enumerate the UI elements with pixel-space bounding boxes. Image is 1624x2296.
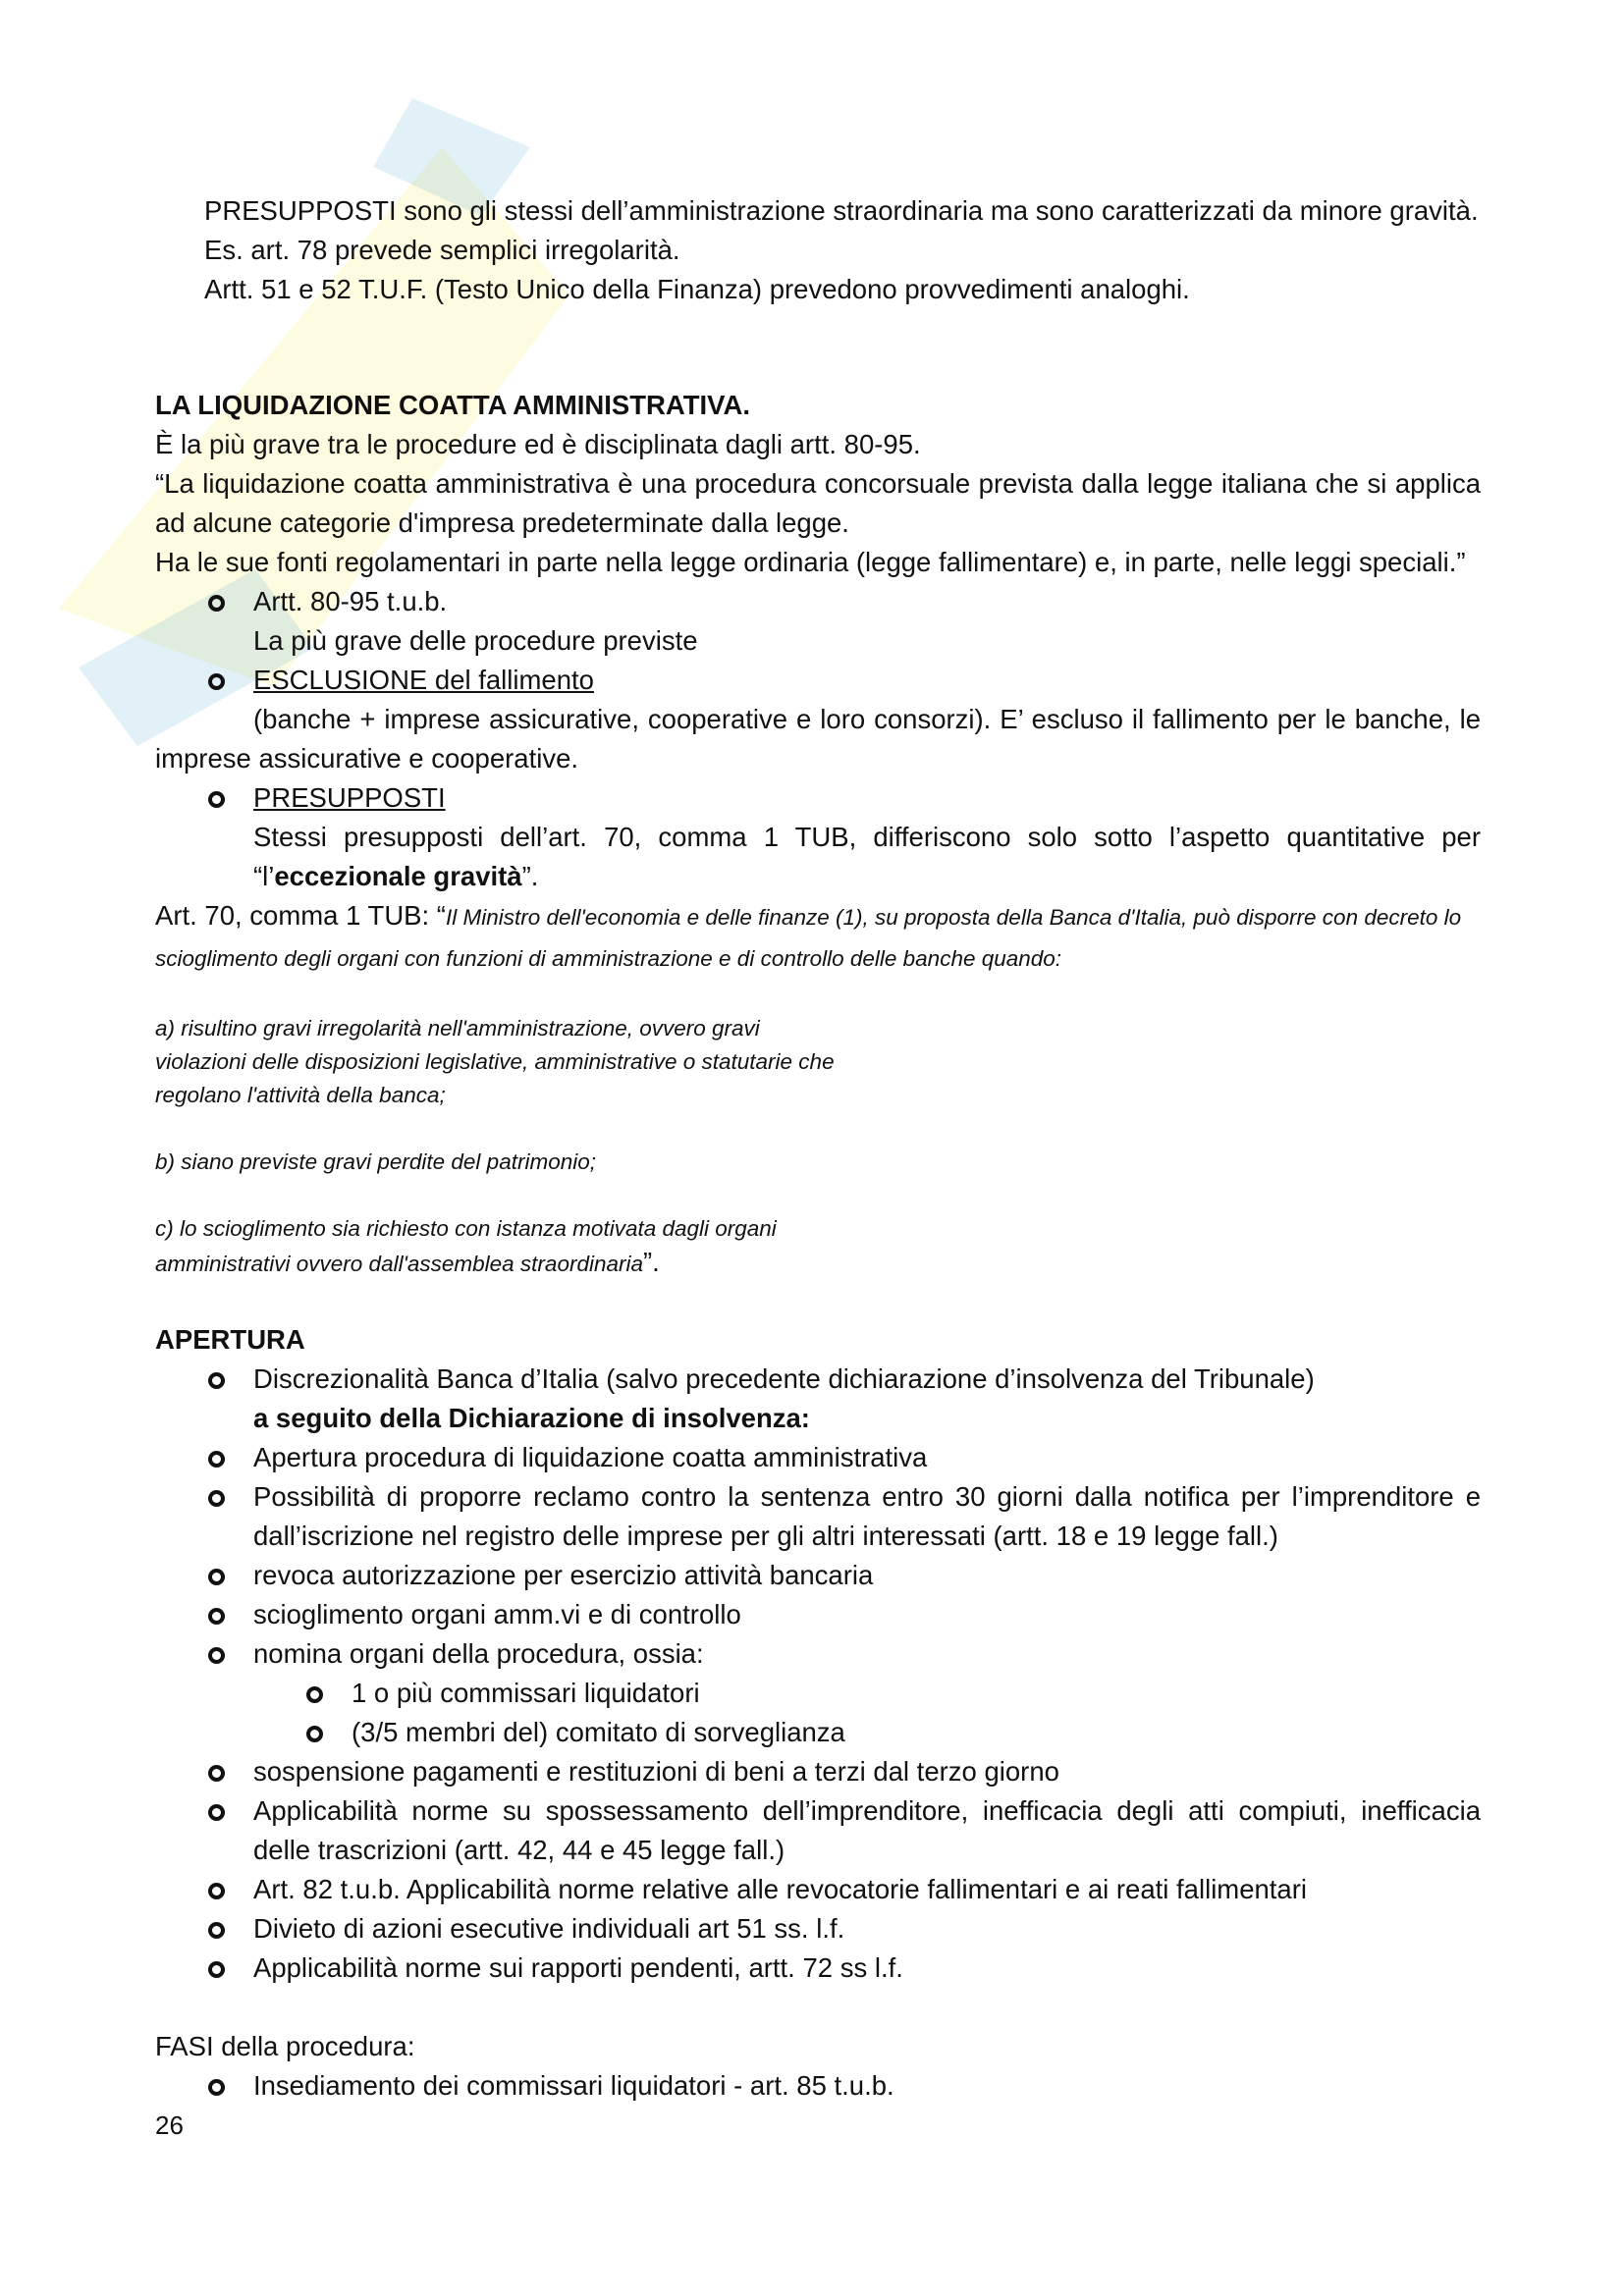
intro-line: Es. art. 78 prevede semplici irregolarità. (204, 235, 680, 265)
bullet-item: Artt. 80-95 t.u.b. (155, 582, 1481, 621)
intro-line: Artt. 51 e 52 T.U.F. (Testo Unico della Finanza) prevedono provvedimenti analoghi. (204, 274, 1190, 304)
bullet-subtext: a seguito della Dichiarazione di insolvenza: (253, 1403, 810, 1433)
bullet-icon (208, 1961, 225, 1978)
bullet-icon (208, 1608, 225, 1625)
art70-point-a: a) risultino gravi irregolarità nell'amministrazione, ovvero gravi (155, 1016, 760, 1041)
bullet-icon (208, 1451, 225, 1468)
bullet-icon (306, 1726, 323, 1742)
bullet-item: scioglimento organi amm.vi e di controllo (155, 1595, 1481, 1634)
bullet-item: Possibilità di proporre reclamo contro la sentenza entro 30 giorni dalla notifica per l’imprenditore e dall’iscrizione nel registro delle imprese per gli altri interessati (artt. 18 e 19 legge fall.) (155, 1477, 1481, 1556)
bullet-item: sospensione pagamenti e restituzioni di beni a terzi dal terzo giorno (155, 1752, 1481, 1791)
bullet-item: PRESUPPOSTI (155, 778, 1481, 818)
bullet-icon (208, 1569, 225, 1585)
bullet-icon (208, 791, 225, 808)
art70-quote: Art. 70, comma 1 TUB: “Il Ministro dell'economia e delle finanze (1), su proposta della Banca d'Italia, può disporre con decreto lo scioglimento degli organi con funzioni di amministrazione e di controllo delle banche quando: (155, 900, 1462, 971)
bullet-icon (208, 1922, 225, 1939)
section-title-apertura: APERTURA (155, 1324, 305, 1355)
bullet-icon (208, 1647, 225, 1664)
bullet-item: revoca autorizzazione per esercizio attività bancaria (155, 1556, 1481, 1595)
bullet-item: Applicabilità norme su spossessamento dell’imprenditore, inefficacia degli atti compiuti, inefficacia delle trascrizioni (artt. 42, 44 e 45 legge fall.) (155, 1791, 1481, 1870)
page-content (155, 191, 1481, 2106)
bullet-icon (208, 2079, 225, 2096)
bullet-item: nomina organi della procedura, ossia: (155, 1634, 1481, 1674)
bullet-icon (208, 595, 225, 612)
bullet-icon (208, 1372, 225, 1389)
bullet-item: Divieto di azioni esecutive individuali art 51 ss. l.f. (155, 1909, 1481, 1949)
bullet-icon (306, 1686, 323, 1703)
bullet-subtext: Stessi presupposti dell’art. 70, comma 1 TUB, differiscono solo sotto l’aspetto quantitative per “l’eccezionale gravità”. (253, 822, 1481, 891)
lca-desc: Ha le sue fonti regolamentari in parte nella legge ordinaria (legge fallimentare) e, in parte, nelle leggi speciali.” (155, 547, 1466, 577)
bullet-icon (208, 1490, 225, 1507)
lca-desc: È la più grave tra le procedure ed è disciplinata dagli artt. 80-95. (155, 429, 921, 459)
bullet-item: ESCLUSIONE del fallimento (155, 661, 1481, 700)
bullet-item: Discrezionalità Banca d’Italia (salvo precedente dichiarazione d’insolvenza del Tribunale) (155, 1360, 1481, 1399)
art70-point-a: regolano l'attività della banca; (155, 1083, 446, 1107)
lca-desc: “La liquidazione coatta amministrativa è una procedura concorsuale prevista dalla legge italiana che si applica ad alcune categorie d'impresa predeterminate dalla legge. (155, 468, 1481, 538)
bullet-icon (208, 1804, 225, 1821)
bullet-subtext: (banche + imprese assicurative, cooperative e loro consorzi). E’ escluso il fallimento per le banche, le imprese assicurative e cooperative. (155, 704, 1481, 774)
section-title-fasi: FASI della procedura: (155, 2031, 415, 2061)
bullet-item: Apertura procedura di liquidazione coatta amministrativa (155, 1438, 1481, 1477)
bullet-item: Art. 82 t.u.b. Applicabilità norme relative alle revocatorie fallimentari e ai reati fallimentari (155, 1870, 1481, 1909)
art70-point-a: violazioni delle disposizioni legislative, amministrative o statutarie che (155, 1049, 835, 1074)
sub-bullet-item: (3/5 membri del) comitato di sorveglianza (155, 1713, 1481, 1752)
bullet-icon (208, 673, 225, 690)
bullet-item: Applicabilità norme sui rapporti pendenti, artt. 72 ss l.f. (155, 1949, 1481, 1988)
bullet-icon (208, 1765, 225, 1782)
art70-point-c: c) lo scioglimento sia richiesto con istanza motivata dagli organi (155, 1216, 777, 1241)
intro-line: PRESUPPOSTI sono gli stessi dell’amministrazione straordinaria ma sono caratterizzati da minore gravità. (204, 195, 1479, 226)
bullet-subtext: La più grave delle procedure previste (253, 625, 698, 656)
art70-point-b: b) siano previste gravi perdite del patrimonio; (155, 1149, 596, 1174)
bullet-item: Insediamento dei commissari liquidatori - art. 85 t.u.b. (155, 2066, 1481, 2106)
page-number: 26 (155, 2110, 184, 2140)
art70-point-c: amministrativi ovvero dall'assemblea straordinaria”. (155, 1247, 660, 1277)
section-title-lca: LA LIQUIDAZIONE COATTA AMMINISTRATIVA. (155, 390, 750, 420)
sub-bullet-item: 1 o più commissari liquidatori (155, 1674, 1481, 1713)
bullet-icon (208, 1883, 225, 1899)
